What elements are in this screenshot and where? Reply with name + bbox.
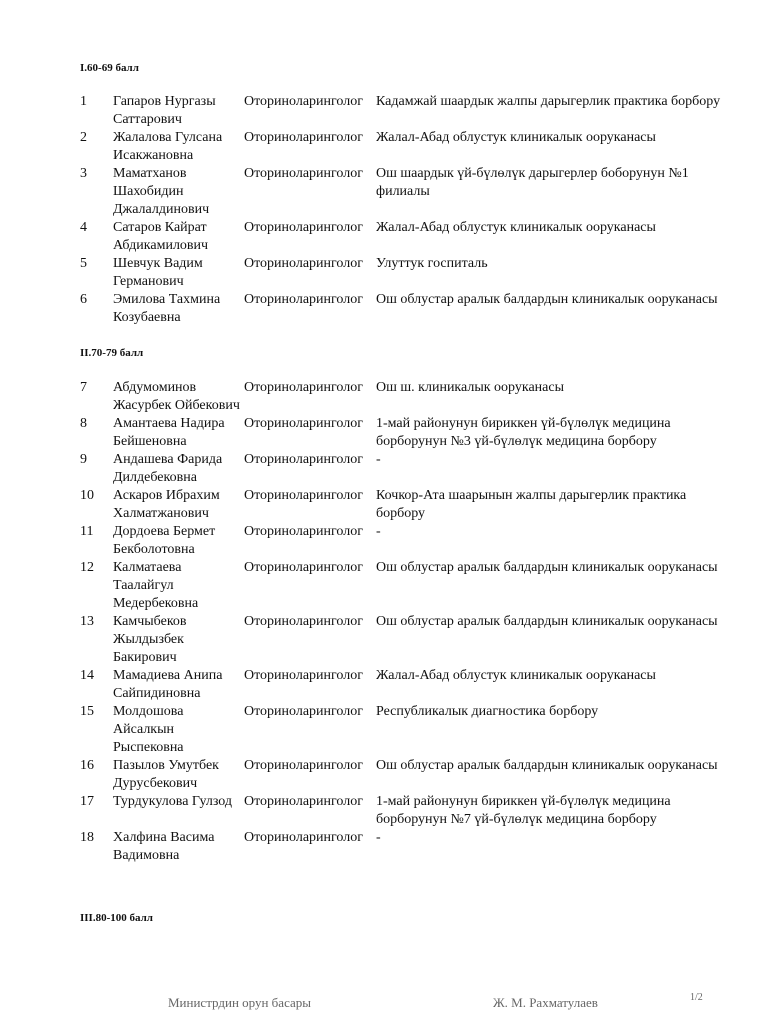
- person-name: Сатаров Кайрат Абдикамилович: [113, 220, 209, 253]
- specialty: Оториноларинголог: [244, 524, 363, 539]
- row-number: 16: [80, 758, 94, 773]
- table-row: [0, 757, 768, 793]
- workplace: Ош облустар аралык балдардын клиникалык ооруканасы: [376, 758, 718, 773]
- workplace: Кочкор-Ата шаарынын жалпы дарыгерлик практика борбору: [376, 488, 687, 521]
- workplace: Жалал-Абад облустук клиникалык ооруканасы: [376, 668, 656, 683]
- person-name: Амантаева Надира Бейшеновна: [113, 416, 225, 449]
- specialty: Оториноларинголог: [244, 488, 363, 503]
- specialty: Оториноларинголог: [244, 560, 363, 575]
- person-name: Халфина Васима Вадимовна: [113, 830, 215, 863]
- row-number: 6: [80, 292, 87, 307]
- specialty: Оториноларинголог: [244, 452, 363, 467]
- specialty: Оториноларинголог: [244, 166, 363, 181]
- table-row: [0, 291, 768, 327]
- workplace: Республикалык диагностика борбору: [376, 704, 599, 719]
- row-number: 11: [80, 524, 94, 539]
- person-name: Гапаров Нургазы Саттарович: [113, 94, 216, 127]
- row-number: 9: [80, 452, 87, 467]
- table-row: [0, 129, 768, 165]
- person-name: Мамадиева Анипа Сайпидиновна: [113, 668, 223, 701]
- table-row: [0, 829, 768, 865]
- table-row: [0, 613, 768, 667]
- signatory-position: Министрдин орун басары: [168, 995, 311, 1010]
- person-name: Пазылов Умутбек Дурусбекович: [113, 758, 219, 791]
- specialty: Оториноларинголог: [244, 668, 363, 683]
- specialty: Оториноларинголог: [244, 94, 363, 109]
- workplace: Жалал-Абад облустук клиникалык ооруканасы: [376, 220, 656, 235]
- specialty: Оториноларинголог: [244, 614, 363, 629]
- row-number: 4: [80, 220, 87, 235]
- row-number: 5: [80, 256, 87, 271]
- specialty: Оториноларинголог: [244, 416, 363, 431]
- workplace: Ош облустар аралык балдардын клиникалык ооруканасы: [376, 614, 718, 629]
- row-number: 10: [80, 488, 94, 503]
- table-row: [0, 559, 768, 613]
- workplace: Ош облустар аралык балдардын клиникалык ооруканасы: [376, 292, 718, 307]
- page-number: 1/2: [690, 992, 703, 1003]
- workplace: 1-май районунун бириккен үй-бүлөлүк медицина борборунун №7 үй-бүлөлүк медицина борбору: [376, 794, 671, 827]
- row-number: 12: [80, 560, 94, 575]
- specialty: Оториноларинголог: [244, 130, 363, 145]
- specialty: Оториноларинголог: [244, 758, 363, 773]
- row-number: 7: [80, 380, 87, 395]
- specialty: Оториноларинголог: [244, 704, 363, 719]
- specialty: Оториноларинголог: [244, 292, 363, 307]
- person-name: Дордоева Бермет Бекболотовна: [113, 524, 216, 557]
- row-number: 1: [80, 94, 87, 109]
- table-row: [0, 487, 768, 523]
- person-name: Жалалова Гулсана Исакжановна: [113, 130, 223, 163]
- table-row: [0, 451, 768, 487]
- table-row: [0, 219, 768, 255]
- row-number: 17: [80, 794, 94, 809]
- table-row: [0, 255, 768, 291]
- workplace: Ош шаардык үй-бүлөлүк дарыгерлер боборунун №1 филиалы: [376, 166, 689, 199]
- workplace: -: [376, 830, 381, 845]
- table-row: [0, 165, 768, 219]
- workplace: 1-май районунун бириккен үй-бүлөлүк медицина борборунун №3 үй-бүлөлүк медицина борбору: [376, 416, 671, 449]
- person-name: Турдукулова Гулзод: [113, 794, 233, 809]
- table-row: [0, 523, 768, 559]
- specialty: Оториноларинголог: [244, 380, 363, 395]
- person-name: Маматханов Шахобидин Джалалдинович: [113, 166, 210, 217]
- row-number: 3: [80, 166, 87, 181]
- section-title: II.70-79 балл: [80, 347, 144, 359]
- table-row: [0, 667, 768, 703]
- section-title: III.80-100 балл: [80, 912, 153, 924]
- table-row: [0, 703, 768, 757]
- specialty: Оториноларинголог: [244, 830, 363, 845]
- table-row: [0, 93, 768, 129]
- workplace: -: [376, 524, 381, 539]
- person-name: Молдошова Айсалкын Рыспековна: [113, 704, 184, 755]
- person-name: Калматаева Таалайгул Медербековна: [113, 560, 199, 611]
- person-name: Абдумоминов Жасурбек Ойбекович: [113, 380, 240, 413]
- table-row: [0, 415, 768, 451]
- row-number: 15: [80, 704, 94, 719]
- workplace: Жалал-Абад облустук клиникалык ооруканасы: [376, 130, 656, 145]
- person-name: Эмилова Тахмина Козубаевна: [113, 292, 221, 325]
- signatory-name: Ж. М. Рахматулаев: [493, 995, 598, 1010]
- results-table: [0, 93, 768, 327]
- results-table: [0, 379, 768, 865]
- table-row: [0, 793, 768, 829]
- row-number: 13: [80, 614, 94, 629]
- person-name: Андашева Фарида Дилдебековна: [113, 452, 223, 485]
- person-name: Камчыбеков Жылдызбек Бакирович: [113, 614, 187, 665]
- table-row: [0, 379, 768, 415]
- specialty: Оториноларинголог: [244, 794, 363, 809]
- specialty: Оториноларинголог: [244, 256, 363, 271]
- person-name: Аскаров Ибрахим Халматжанович: [113, 488, 220, 521]
- workplace: Улуттук госпиталь: [376, 256, 488, 271]
- row-number: 2: [80, 130, 87, 145]
- person-name: Шевчук Вадим Германович: [113, 256, 203, 289]
- row-number: 8: [80, 416, 87, 431]
- workplace: Ош облустар аралык балдардын клиникалык ооруканасы: [376, 560, 718, 575]
- row-number: 14: [80, 668, 94, 683]
- workplace: Кадамжай шаардык жалпы дарыгерлик практика борбору: [376, 94, 721, 109]
- workplace: Ош ш. клиникалык ооруканасы: [376, 380, 565, 395]
- specialty: Оториноларинголог: [244, 220, 363, 235]
- section-title: I.60-69 балл: [80, 62, 139, 74]
- row-number: 18: [80, 830, 94, 845]
- workplace: -: [376, 452, 381, 467]
